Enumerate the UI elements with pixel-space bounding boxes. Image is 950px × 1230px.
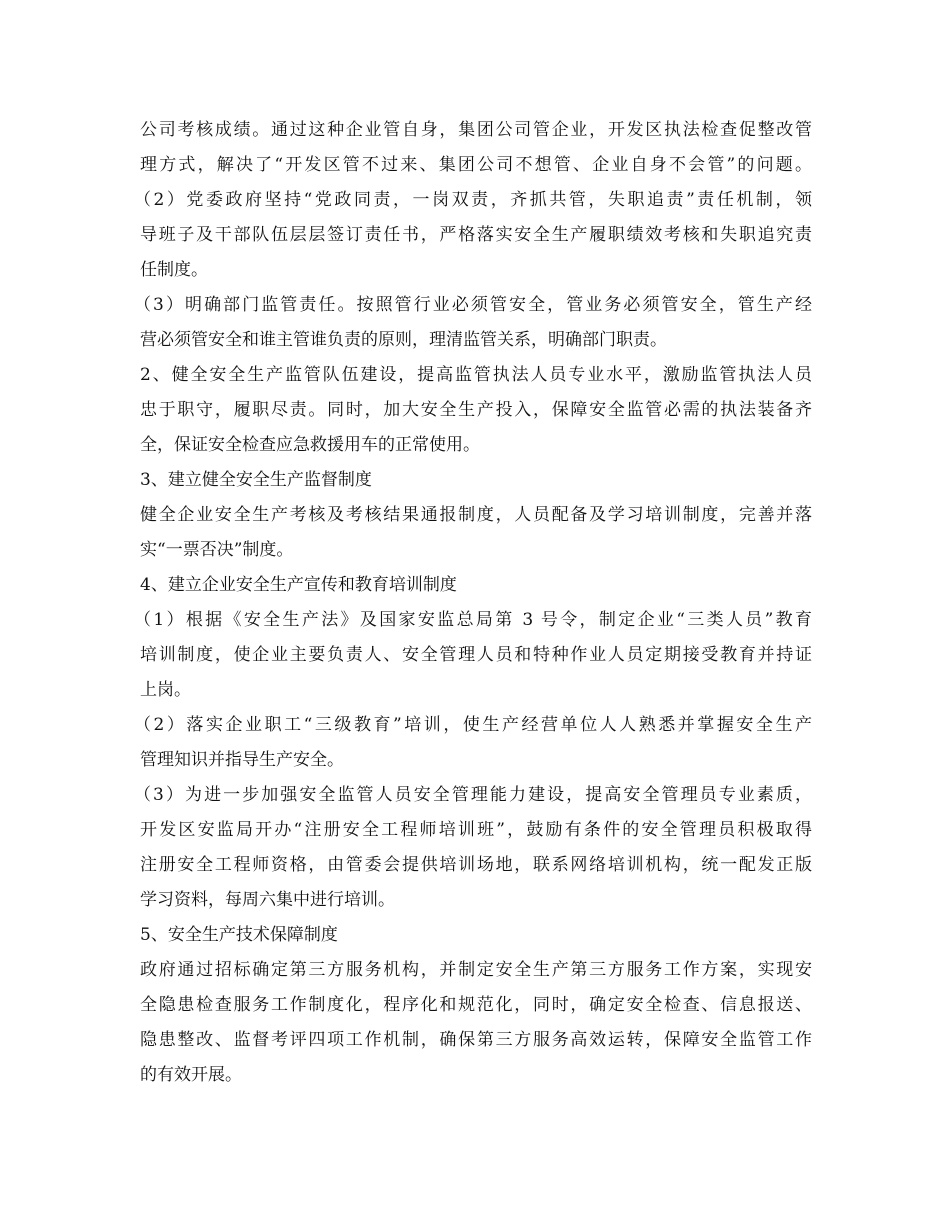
text-line: 理方式，解决了“开发区管不过来、集团公司不想管、企业自身不会管”的问题。: [140, 155, 812, 175]
text-line: （3）明确部门监管责任。按照管行业必须管安全，管业务必须管安全，管生产经: [134, 295, 812, 315]
text-line: （1）根据《安全生产法》及国家安监总局第 3 号令，制定企业“三类人员”教育: [134, 610, 812, 630]
text-line: 上岗。: [140, 680, 191, 700]
text-line: 5、安全生产技术保障制度: [140, 925, 338, 945]
text-line: 任制度。: [140, 260, 208, 280]
text-line: 4、建立企业安全生产宣传和教育培训制度: [140, 575, 457, 595]
text-line: （3）为进一步加强安全监管人员安全管理能力建设，提高安全管理员专业素质，: [134, 785, 812, 805]
text-line: 公司考核成绩。通过这种企业管自身，集团公司管企业，开发区执法检查促整改管: [140, 120, 812, 140]
text-line: 实“一票否决”制度。: [140, 540, 294, 560]
text-line: 学习资料，每周六集中进行培训。: [140, 890, 395, 910]
text-line: 全隐患检查服务工作制度化，程序化和规范化，同时，确定安全检查、信息报送、: [140, 995, 812, 1015]
text-line: 全，保证安全检查应急救援用车的正常使用。: [140, 435, 480, 455]
text-line: 管理知识并指导生产安全。: [140, 750, 344, 770]
text-line: （2）落实企业职工“三级教育”培训，使生产经营单位人人熟悉并掌握安全生产: [134, 715, 812, 735]
text-line: 导班子及干部队伍层层签订责任书，严格落实安全生产履职绩效考核和失职追究责: [140, 225, 812, 245]
document-body: [134, 113, 812, 1093]
text-line: 3、建立健全安全生产监督制度: [140, 470, 372, 490]
text-line: 开发区安监局开办“注册安全工程师培训班”，鼓励有条件的安全管理员积极取得: [140, 820, 812, 840]
text-line: 2、健全安全生产监管队伍建设，提高监管执法人员专业水平，激励监管执法人员: [140, 365, 812, 385]
text-line: 政府通过招标确定第三方服务机构，并制定安全生产第三方服务工作方案，实现安: [140, 960, 812, 980]
text-line: （2）党委政府坚持“党政同责，一岗双责，齐抓共管，失职追责”责任机制，领: [134, 190, 812, 210]
text-line: 健全企业安全生产考核及考核结果通报制度，人员配备及学习培训制度，完善并落: [140, 505, 812, 525]
text-line: 营必须管安全和谁主管谁负责的原则，理清监管关系，明确部门职责。: [140, 330, 667, 350]
text-line: 隐患整改、监督考评四项工作机制，确保第三方服务高效运转，保障安全监管工作: [140, 1030, 812, 1050]
text-line: 培训制度，使企业主要负责人、安全管理人员和特种作业人员定期接受教育并持证: [140, 645, 812, 665]
text-line: 的有效开展。: [140, 1065, 242, 1085]
text-line: 注册安全工程师资格，由管委会提供培训场地，联系网络培训机构，统一配发正版: [140, 855, 812, 875]
text-line: 忠于职守，履职尽责。同时，加大安全生产投入，保障安全监管必需的执法装备齐: [140, 400, 812, 420]
